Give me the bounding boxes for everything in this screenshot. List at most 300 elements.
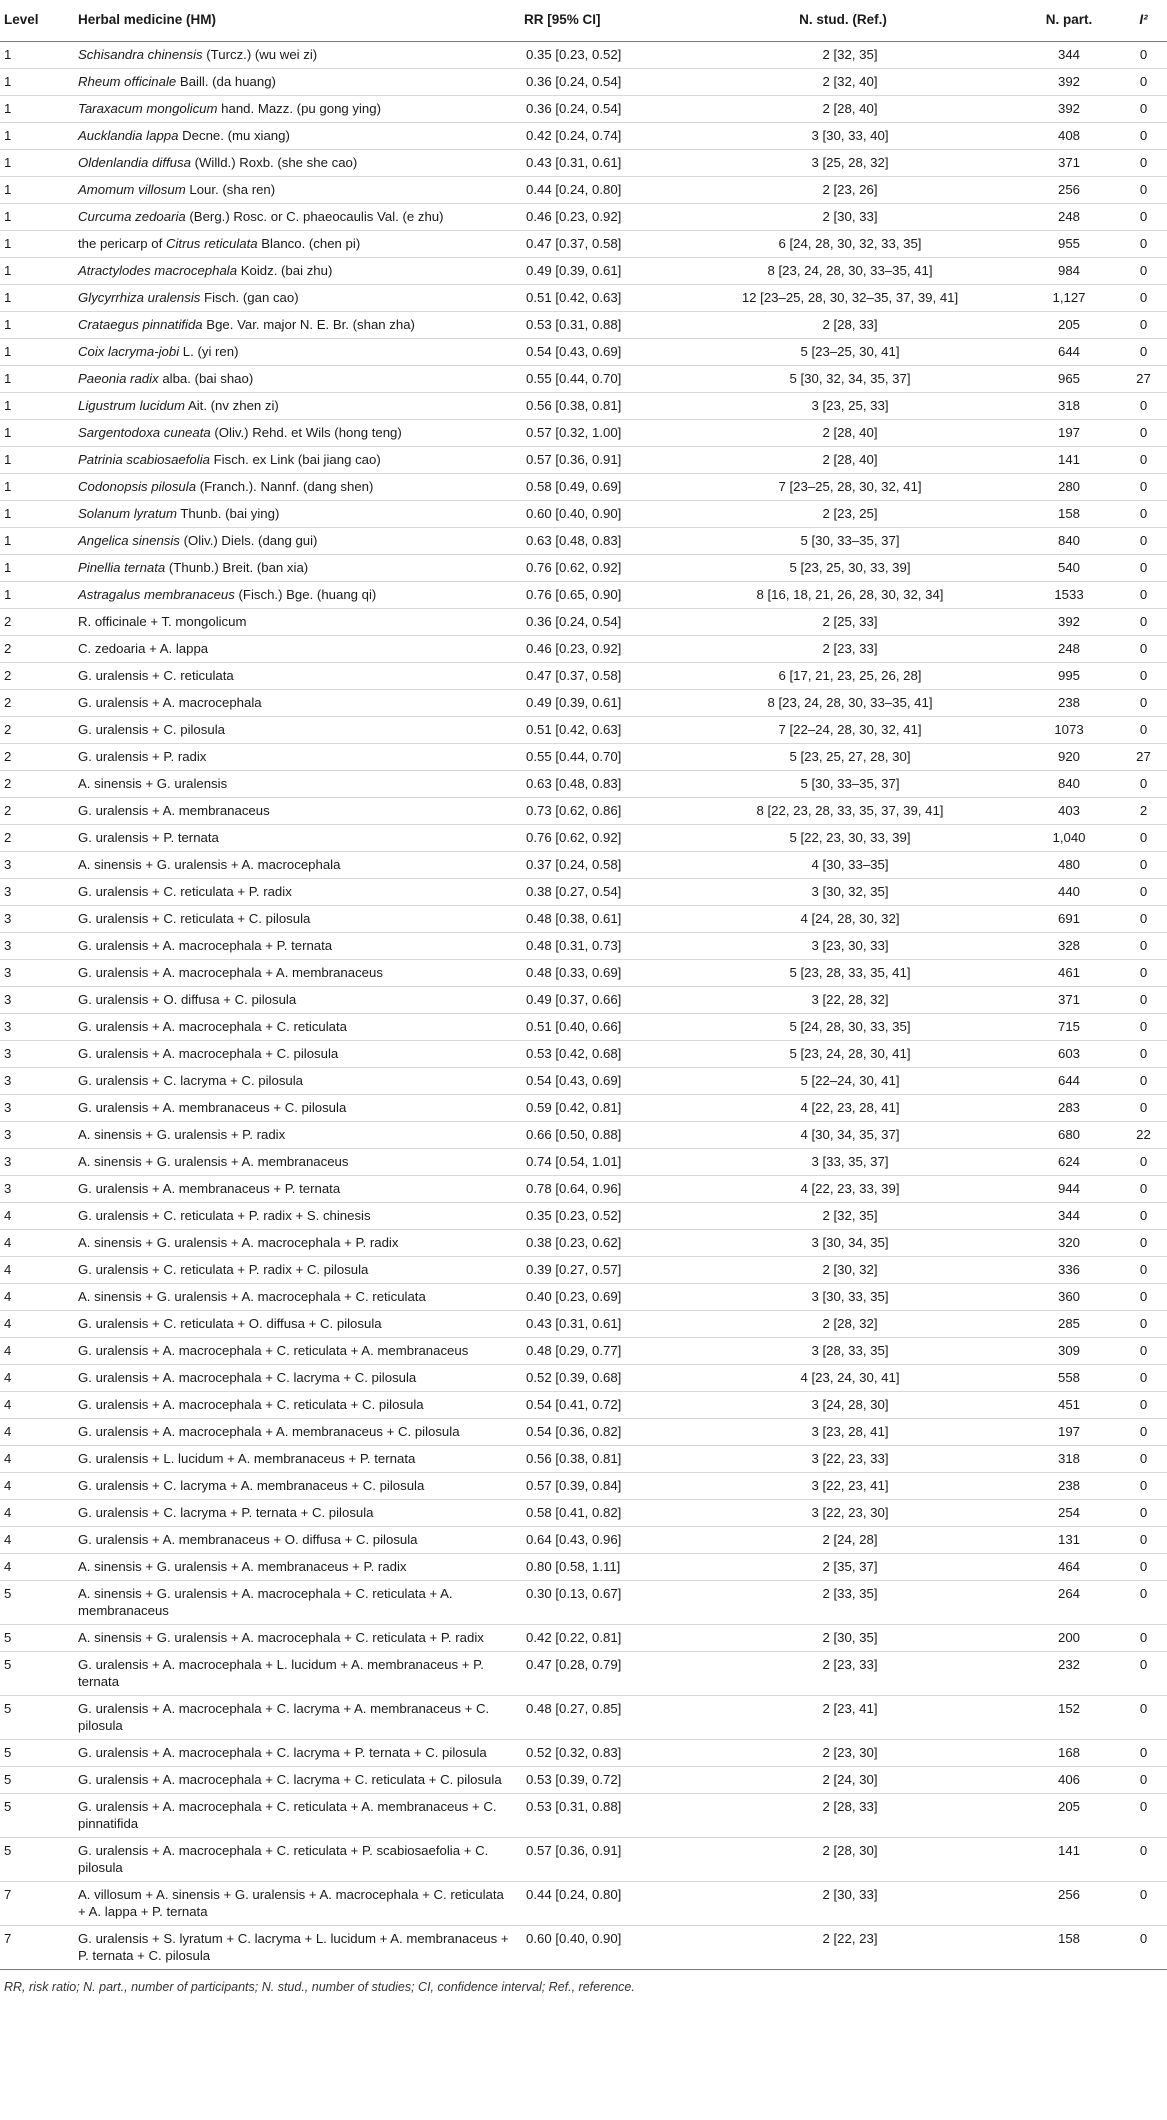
cell-n-participants: 283: [1018, 1095, 1120, 1122]
cell-n-studies: 2 [32, 35]: [668, 1203, 1018, 1230]
table-row: [0, 1230, 1167, 1257]
cell-level: 4: [0, 1230, 72, 1257]
cell-level: 1: [0, 231, 72, 258]
herb-text: A. sinensis + G. uralensis + A. macrocephala + P. radix: [78, 1235, 399, 1250]
table-row: [0, 1419, 1167, 1446]
table-row: [0, 393, 1167, 420]
cell-rr: 0.60 [0.40, 0.90]: [518, 501, 668, 528]
cell-herbal-medicine: [72, 447, 518, 474]
cell-n-participants: 256: [1018, 177, 1120, 204]
cell-i2: 0: [1120, 1176, 1167, 1203]
cell-i2: 0: [1120, 1311, 1167, 1338]
cell-rr: 0.36 [0.24, 0.54]: [518, 609, 668, 636]
cell-n-studies: 3 [22, 23, 30]: [668, 1500, 1018, 1527]
herb-text: G. uralensis + P. radix: [78, 749, 207, 764]
cell-rr: 0.55 [0.44, 0.70]: [518, 366, 668, 393]
herb-text: hand. Mazz. (pu gong ying): [217, 101, 381, 116]
cell-level: 1: [0, 555, 72, 582]
cell-i2: 0: [1120, 1041, 1167, 1068]
cell-n-studies: 2 [25, 33]: [668, 609, 1018, 636]
cell-n-participants: 238: [1018, 1473, 1120, 1500]
cell-n-studies: 3 [28, 33, 35]: [668, 1338, 1018, 1365]
cell-n-studies: 2 [28, 33]: [668, 1794, 1018, 1838]
table-row: [0, 1095, 1167, 1122]
cell-n-participants: 1,127: [1018, 285, 1120, 312]
herb-text: A. sinensis + G. uralensis: [78, 776, 228, 791]
cell-rr: 0.40 [0.23, 0.69]: [518, 1284, 668, 1311]
cell-n-participants: 558: [1018, 1365, 1120, 1392]
cell-level: 5: [0, 1767, 72, 1794]
cell-n-participants: 995: [1018, 663, 1120, 690]
species-name: Astragalus membranaceus: [78, 587, 235, 602]
table-footnote: RR, risk ratio; N. part., number of participants; N. stud., number of studies; CI, confidence interval; Ref., reference.: [4, 1980, 635, 1994]
cell-n-studies: 2 [23, 25]: [668, 501, 1018, 528]
cell-n-participants: 344: [1018, 1203, 1120, 1230]
herb-text: G. uralensis + A. macrocephala + C. reticulata + A. membranaceus + C. pinnatifida: [78, 1799, 497, 1831]
species-name: Pinellia ternata: [78, 560, 166, 575]
cell-n-studies: 2 [23, 30]: [668, 1740, 1018, 1767]
cell-i2: 0: [1120, 96, 1167, 123]
cell-n-participants: 1533: [1018, 582, 1120, 609]
header-rr: RR [95% CI]: [518, 0, 668, 42]
cell-rr: 0.52 [0.39, 0.68]: [518, 1365, 668, 1392]
cell-herbal-medicine: [72, 1311, 518, 1338]
cell-rr: 0.56 [0.38, 0.81]: [518, 1446, 668, 1473]
cell-n-participants: 440: [1018, 879, 1120, 906]
cell-n-participants: 197: [1018, 1419, 1120, 1446]
cell-herbal-medicine: [72, 663, 518, 690]
cell-n-studies: 3 [23, 28, 41]: [668, 1419, 1018, 1446]
table-header-row: [0, 0, 1167, 42]
table-row: [0, 1014, 1167, 1041]
cell-level: 5: [0, 1838, 72, 1882]
cell-rr: 0.36 [0.24, 0.54]: [518, 69, 668, 96]
cell-rr: 0.35 [0.23, 0.52]: [518, 1203, 668, 1230]
cell-n-participants: 680: [1018, 1122, 1120, 1149]
herb-text: (Oliv.) Rehd. et Wils (hong teng): [210, 425, 402, 440]
cell-level: 5: [0, 1581, 72, 1625]
cell-level: 2: [0, 717, 72, 744]
herb-text: A. sinensis + G. uralensis + A. membranaceus: [78, 1154, 349, 1169]
cell-i2: 0: [1120, 1554, 1167, 1581]
cell-level: 3: [0, 1014, 72, 1041]
table-row: [0, 1446, 1167, 1473]
cell-level: 2: [0, 663, 72, 690]
cell-level: 1: [0, 312, 72, 339]
cell-level: 1: [0, 258, 72, 285]
species-name: Coix lacryma-jobi: [78, 344, 180, 359]
species-name: Ligustrum lucidum: [78, 398, 186, 413]
cell-i2: 0: [1120, 1500, 1167, 1527]
cell-rr: 0.38 [0.23, 0.62]: [518, 1230, 668, 1257]
herb-text: Blanco. (chen pi): [257, 236, 361, 251]
cell-herbal-medicine: [72, 177, 518, 204]
cell-i2: 0: [1120, 1284, 1167, 1311]
cell-rr: 0.74 [0.54, 1.01]: [518, 1149, 668, 1176]
cell-n-studies: 5 [30, 33–35, 37]: [668, 771, 1018, 798]
cell-n-participants: 392: [1018, 609, 1120, 636]
cell-herbal-medicine: [72, 1284, 518, 1311]
cell-herbal-medicine: [72, 1500, 518, 1527]
herb-text: Lour. (sha ren): [185, 182, 276, 197]
cell-level: 3: [0, 1041, 72, 1068]
cell-n-participants: 264: [1018, 1581, 1120, 1625]
cell-i2: 0: [1120, 1419, 1167, 1446]
cell-herbal-medicine: [72, 1794, 518, 1838]
cell-i2: 0: [1120, 258, 1167, 285]
table-row: [0, 1696, 1167, 1740]
table-row: [0, 42, 1167, 69]
cell-herbal-medicine: [72, 1838, 518, 1882]
table-row: [0, 825, 1167, 852]
cell-rr: 0.49 [0.39, 0.61]: [518, 258, 668, 285]
cell-n-participants: 248: [1018, 204, 1120, 231]
cell-level: 3: [0, 1095, 72, 1122]
cell-herbal-medicine: [72, 1446, 518, 1473]
cell-level: 1: [0, 366, 72, 393]
cell-level: 5: [0, 1740, 72, 1767]
herb-text: G. uralensis + A. membranaceus + C. pilosula: [78, 1100, 347, 1115]
cell-n-studies: 2 [23, 33]: [668, 636, 1018, 663]
cell-n-studies: 4 [30, 33–35]: [668, 852, 1018, 879]
herb-text: G. uralensis + C. lacryma + C. pilosula: [78, 1073, 304, 1088]
cell-n-studies: 2 [32, 40]: [668, 69, 1018, 96]
cell-level: 4: [0, 1392, 72, 1419]
cell-rr: 0.44 [0.24, 0.80]: [518, 1882, 668, 1926]
herb-text: G. uralensis + C. reticulata + P. radix + S. chinesis: [78, 1208, 371, 1223]
cell-rr: 0.47 [0.28, 0.79]: [518, 1652, 668, 1696]
cell-n-participants: 371: [1018, 987, 1120, 1014]
cell-rr: 0.39 [0.27, 0.57]: [518, 1257, 668, 1284]
cell-i2: 0: [1120, 1581, 1167, 1625]
cell-n-studies: 3 [33, 35, 37]: [668, 1149, 1018, 1176]
cell-n-studies: 5 [22, 23, 30, 33, 39]: [668, 825, 1018, 852]
table-row: [0, 906, 1167, 933]
cell-i2: 0: [1120, 1652, 1167, 1696]
cell-level: 4: [0, 1500, 72, 1527]
table-row: [0, 798, 1167, 825]
cell-i2: 0: [1120, 636, 1167, 663]
cell-n-participants: 392: [1018, 69, 1120, 96]
cell-n-participants: 603: [1018, 1041, 1120, 1068]
cell-rr: 0.49 [0.37, 0.66]: [518, 987, 668, 1014]
cell-herbal-medicine: [72, 1338, 518, 1365]
table-row: [0, 744, 1167, 771]
cell-level: 2: [0, 825, 72, 852]
herb-text: G. uralensis + A. macrocephala + A. membranaceus: [78, 965, 383, 980]
cell-rr: 0.52 [0.32, 0.83]: [518, 1740, 668, 1767]
herb-text: Koidz. (bai zhu): [237, 263, 333, 278]
cell-herbal-medicine: [72, 1122, 518, 1149]
cell-level: 2: [0, 609, 72, 636]
table-row: [0, 663, 1167, 690]
cell-n-participants: 360: [1018, 1284, 1120, 1311]
cell-herbal-medicine: [72, 42, 518, 69]
cell-herbal-medicine: [72, 1767, 518, 1794]
cell-level: 1: [0, 69, 72, 96]
cell-n-studies: 8 [22, 23, 28, 33, 35, 37, 39, 41]: [668, 798, 1018, 825]
herb-text: Fisch. (gan cao): [200, 290, 299, 305]
cell-n-participants: 238: [1018, 690, 1120, 717]
cell-i2: 0: [1120, 1473, 1167, 1500]
table-row: [0, 1740, 1167, 1767]
cell-rr: 0.51 [0.42, 0.63]: [518, 717, 668, 744]
species-name: Amomum villosum: [78, 182, 186, 197]
cell-n-participants: 197: [1018, 420, 1120, 447]
species-name: Citrus reticulata: [165, 236, 258, 251]
cell-n-studies: 3 [22, 28, 32]: [668, 987, 1018, 1014]
cell-n-studies: 2 [28, 40]: [668, 447, 1018, 474]
herb-text: G. uralensis + C. pilosula: [78, 722, 225, 737]
cell-herbal-medicine: [72, 1230, 518, 1257]
cell-rr: 0.57 [0.36, 0.91]: [518, 1838, 668, 1882]
cell-rr: 0.30 [0.13, 0.67]: [518, 1581, 668, 1625]
cell-n-studies: 5 [23, 25, 27, 28, 30]: [668, 744, 1018, 771]
cell-n-participants: 464: [1018, 1554, 1120, 1581]
cell-i2: 0: [1120, 879, 1167, 906]
cell-rr: 0.78 [0.64, 0.96]: [518, 1176, 668, 1203]
herb-text: (Berg.) Rosc. or C. phaeocaulis Val. (e zhu): [185, 209, 444, 224]
cell-n-studies: 8 [23, 24, 28, 30, 33–35, 41]: [668, 258, 1018, 285]
cell-level: 1: [0, 393, 72, 420]
cell-n-participants: 318: [1018, 393, 1120, 420]
cell-level: 4: [0, 1203, 72, 1230]
cell-herbal-medicine: [72, 528, 518, 555]
cell-herbal-medicine: [72, 501, 518, 528]
cell-n-studies: 2 [23, 41]: [668, 1696, 1018, 1740]
cell-rr: 0.53 [0.39, 0.72]: [518, 1767, 668, 1794]
cell-i2: 0: [1120, 393, 1167, 420]
cell-n-studies: 3 [25, 28, 32]: [668, 150, 1018, 177]
cell-n-studies: 6 [24, 28, 30, 32, 33, 35]: [668, 231, 1018, 258]
cell-herbal-medicine: [72, 852, 518, 879]
species-name: Curcuma zedoaria: [78, 209, 186, 224]
herb-text: G. uralensis + A. macrocephala + C. lacryma + C. reticulata + C. pilosula: [78, 1772, 502, 1787]
cell-level: 1: [0, 474, 72, 501]
cell-level: 4: [0, 1284, 72, 1311]
table-row: [0, 231, 1167, 258]
cell-n-participants: 840: [1018, 771, 1120, 798]
cell-n-studies: 2 [30, 33]: [668, 1882, 1018, 1926]
cell-rr: 0.51 [0.42, 0.63]: [518, 285, 668, 312]
cell-n-participants: 965: [1018, 366, 1120, 393]
herb-text: G. uralensis + A. membranaceus: [78, 803, 270, 818]
cell-herbal-medicine: [72, 420, 518, 447]
table-row: [0, 123, 1167, 150]
cell-level: 4: [0, 1338, 72, 1365]
table-row: [0, 96, 1167, 123]
cell-level: 1: [0, 582, 72, 609]
cell-level: 4: [0, 1554, 72, 1581]
table-row: [0, 1149, 1167, 1176]
cell-n-studies: 5 [23–25, 30, 41]: [668, 339, 1018, 366]
cell-level: 3: [0, 906, 72, 933]
herb-text: G. uralensis + A. membranaceus + O. diffusa + C. pilosula: [78, 1532, 418, 1547]
herb-text: G. uralensis + C. reticulata + P. radix + C. pilosula: [78, 1262, 369, 1277]
cell-rr: 0.57 [0.39, 0.84]: [518, 1473, 668, 1500]
herb-text: (Franch.). Nannf. (dang shen): [196, 479, 374, 494]
cell-herbal-medicine: [72, 1625, 518, 1652]
table-row: [0, 1311, 1167, 1338]
cell-n-participants: 944: [1018, 1176, 1120, 1203]
cell-level: 5: [0, 1625, 72, 1652]
cell-i2: 2: [1120, 798, 1167, 825]
cell-i2: 0: [1120, 1392, 1167, 1419]
cell-n-studies: 3 [30, 33, 40]: [668, 123, 1018, 150]
cell-n-participants: 158: [1018, 501, 1120, 528]
cell-i2: 0: [1120, 231, 1167, 258]
herb-text: G. uralensis + A. macrocephala + C. lacryma + C. pilosula: [78, 1370, 417, 1385]
table-row: [0, 879, 1167, 906]
cell-n-participants: 371: [1018, 150, 1120, 177]
cell-herbal-medicine: [72, 1554, 518, 1581]
cell-n-participants: 392: [1018, 96, 1120, 123]
cell-herbal-medicine: [72, 1014, 518, 1041]
cell-herbal-medicine: [72, 1095, 518, 1122]
cell-i2: 0: [1120, 609, 1167, 636]
cell-i2: 0: [1120, 690, 1167, 717]
cell-rr: 0.58 [0.41, 0.82]: [518, 1500, 668, 1527]
table-row: [0, 447, 1167, 474]
cell-herbal-medicine: [72, 1419, 518, 1446]
cell-level: 1: [0, 339, 72, 366]
cell-herbal-medicine: [72, 636, 518, 663]
cell-level: 4: [0, 1365, 72, 1392]
cell-n-participants: 480: [1018, 852, 1120, 879]
cell-n-participants: 540: [1018, 555, 1120, 582]
table-row: [0, 636, 1167, 663]
table-row: [0, 1794, 1167, 1838]
table-row: [0, 1284, 1167, 1311]
herb-text: G. uralensis + A. macrocephala + C. reticulata + C. pilosula: [78, 1397, 424, 1412]
cell-n-participants: 403: [1018, 798, 1120, 825]
cell-rr: 0.76 [0.62, 0.92]: [518, 825, 668, 852]
cell-n-participants: 168: [1018, 1740, 1120, 1767]
cell-i2: 0: [1120, 1068, 1167, 1095]
cell-n-studies: 3 [30, 33, 35]: [668, 1284, 1018, 1311]
header-i2: I²: [1120, 0, 1167, 42]
cell-rr: 0.76 [0.65, 0.90]: [518, 582, 668, 609]
cell-n-participants: 280: [1018, 474, 1120, 501]
cell-herbal-medicine: [72, 1652, 518, 1696]
cell-i2: 0: [1120, 339, 1167, 366]
herb-text: G. uralensis + A. macrocephala + L. lucidum + A. membranaceus + P. ternata: [78, 1657, 484, 1689]
cell-rr: 0.46 [0.23, 0.92]: [518, 636, 668, 663]
header-n-studies: N. stud. (Ref.): [668, 0, 1018, 42]
table-row: [0, 339, 1167, 366]
cell-n-participants: 451: [1018, 1392, 1120, 1419]
herb-text: (Thunb.) Breit. (ban xia): [165, 560, 309, 575]
herb-text: G. uralensis + C. lacryma + A. membranaceus + C. pilosula: [78, 1478, 425, 1493]
cell-herbal-medicine: [72, 1149, 518, 1176]
cell-herbal-medicine: [72, 690, 518, 717]
cell-rr: 0.48 [0.33, 0.69]: [518, 960, 668, 987]
cell-n-studies: 3 [22, 23, 41]: [668, 1473, 1018, 1500]
cell-level: 1: [0, 447, 72, 474]
cell-i2: 0: [1120, 852, 1167, 879]
cell-i2: 0: [1120, 1794, 1167, 1838]
cell-n-studies: 3 [24, 28, 30]: [668, 1392, 1018, 1419]
table-row: [0, 933, 1167, 960]
herb-text: G. uralensis + C. reticulata + P. radix: [78, 884, 292, 899]
cell-herbal-medicine: [72, 1740, 518, 1767]
table-row: [0, 987, 1167, 1014]
cell-i2: 0: [1120, 1882, 1167, 1926]
cell-n-participants: 644: [1018, 1068, 1120, 1095]
cell-level: 1: [0, 528, 72, 555]
cell-level: 7: [0, 1882, 72, 1926]
herb-text: G. uralensis + A. macrocephala + C. pilosula: [78, 1046, 339, 1061]
cell-level: 1: [0, 96, 72, 123]
cell-n-studies: 8 [16, 18, 21, 26, 28, 30, 32, 34]: [668, 582, 1018, 609]
cell-i2: 27: [1120, 744, 1167, 771]
cell-n-participants: 152: [1018, 1696, 1120, 1740]
cell-n-studies: 4 [24, 28, 30, 32]: [668, 906, 1018, 933]
cell-level: 3: [0, 1176, 72, 1203]
cell-level: 2: [0, 636, 72, 663]
cell-rr: 0.48 [0.31, 0.73]: [518, 933, 668, 960]
cell-level: 2: [0, 744, 72, 771]
cell-i2: 0: [1120, 1095, 1167, 1122]
herb-text: G. uralensis + L. lucidum + A. membranaceus + P. ternata: [78, 1451, 416, 1466]
herb-text: G. uralensis + A. macrocephala + C. reticulata + P. scabiosaefolia + C. pilosula: [78, 1843, 489, 1875]
cell-n-studies: 3 [22, 23, 33]: [668, 1446, 1018, 1473]
cell-herbal-medicine: [72, 96, 518, 123]
herb-text: G. uralensis + C. reticulata + C. pilosula: [78, 911, 311, 926]
cell-rr: 0.43 [0.31, 0.61]: [518, 1311, 668, 1338]
cell-level: 7: [0, 1926, 72, 1970]
herb-text: A. sinensis + G. uralensis + A. membranaceus + P. radix: [78, 1559, 407, 1574]
cell-herbal-medicine: [72, 1041, 518, 1068]
table-row: [0, 1652, 1167, 1696]
cell-n-studies: 2 [33, 35]: [668, 1581, 1018, 1625]
cell-rr: 0.63 [0.48, 0.83]: [518, 771, 668, 798]
cell-level: 5: [0, 1652, 72, 1696]
cell-level: 5: [0, 1794, 72, 1838]
herb-text: G. uralensis + A. macrocephala + P. ternata: [78, 938, 333, 953]
cell-n-participants: 232: [1018, 1652, 1120, 1696]
cell-n-studies: 2 [28, 32]: [668, 1311, 1018, 1338]
cell-herbal-medicine: [72, 204, 518, 231]
herb-text: A. sinensis + G. uralensis + A. macrocephala + C. reticulata + A. membranaceus: [78, 1586, 453, 1618]
cell-herbal-medicine: [72, 1527, 518, 1554]
cell-n-studies: 3 [23, 25, 33]: [668, 393, 1018, 420]
cell-i2: 0: [1120, 42, 1167, 69]
cell-herbal-medicine: [72, 474, 518, 501]
header-level: Level: [0, 0, 72, 42]
cell-herbal-medicine: [72, 960, 518, 987]
cell-herbal-medicine: [72, 366, 518, 393]
cell-n-studies: 2 [28, 40]: [668, 96, 1018, 123]
cell-rr: 0.55 [0.44, 0.70]: [518, 744, 668, 771]
cell-i2: 0: [1120, 933, 1167, 960]
species-name: Angelica sinensis: [78, 533, 180, 548]
cell-n-participants: 344: [1018, 42, 1120, 69]
cell-i2: 0: [1120, 420, 1167, 447]
cell-rr: 0.51 [0.40, 0.66]: [518, 1014, 668, 1041]
cell-herbal-medicine: [72, 1882, 518, 1926]
cell-n-studies: 5 [23, 24, 28, 30, 41]: [668, 1041, 1018, 1068]
cell-rr: 0.37 [0.24, 0.58]: [518, 852, 668, 879]
cell-level: 3: [0, 1122, 72, 1149]
cell-i2: 0: [1120, 123, 1167, 150]
cell-herbal-medicine: [72, 1068, 518, 1095]
herb-text: G. uralensis + C. lacryma + P. ternata + C. pilosula: [78, 1505, 374, 1520]
cell-herbal-medicine: [72, 150, 518, 177]
cell-rr: 0.48 [0.29, 0.77]: [518, 1338, 668, 1365]
cell-i2: 0: [1120, 663, 1167, 690]
species-name: Patrinia scabiosaefolia: [78, 452, 210, 467]
